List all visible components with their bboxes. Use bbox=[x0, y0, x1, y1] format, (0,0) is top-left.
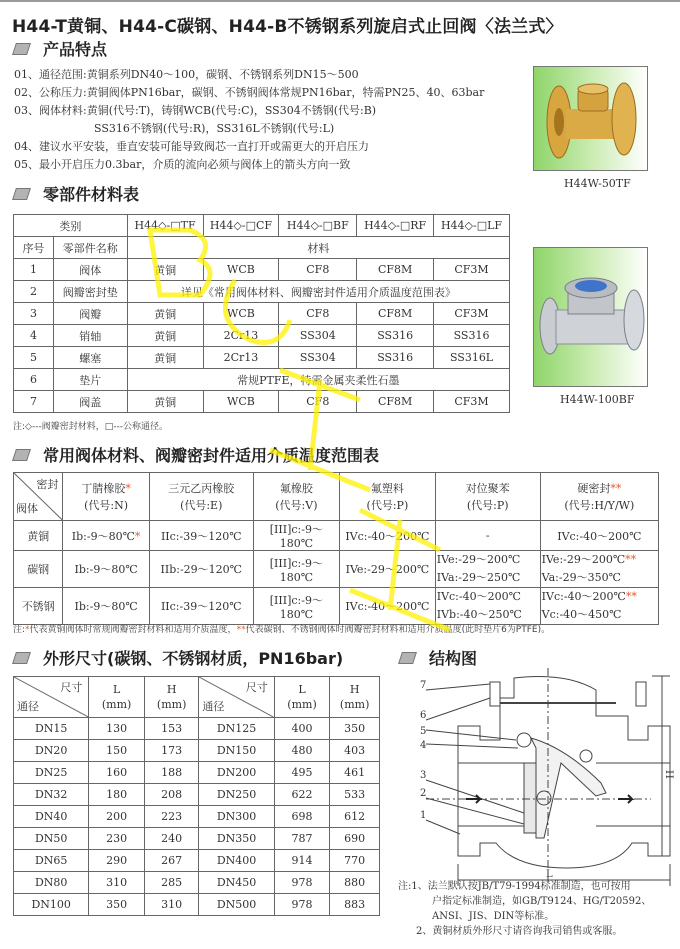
features-list bbox=[14, 66, 484, 174]
asterisk-mark: ** bbox=[610, 481, 622, 495]
corner-top-label: 尺寸 bbox=[60, 681, 83, 694]
section-temperature-heading bbox=[14, 443, 379, 466]
material-cell: CF8 bbox=[279, 303, 357, 325]
table-row bbox=[14, 588, 659, 625]
temp-value: IVe:-29～200℃ bbox=[541, 553, 626, 566]
asterisk-mark: ** bbox=[625, 553, 637, 566]
table-row bbox=[14, 740, 380, 762]
temp-cell bbox=[540, 551, 658, 588]
flow-arrow-icon bbox=[618, 795, 632, 803]
row-no: 4 bbox=[14, 325, 54, 347]
note-line: 注:1、法兰默认按JB/T79-1994标准制造，也可按用 bbox=[398, 881, 631, 892]
model-header: H44◇-□RF bbox=[357, 215, 434, 237]
dn-cell: DN350 bbox=[199, 828, 274, 850]
section-title: 产品特点 bbox=[43, 40, 108, 59]
dn-cell: DN40 bbox=[14, 806, 89, 828]
material-cell: SS304 bbox=[279, 347, 357, 369]
note-text: 代表黄铜阀体时常规阀瓣密封材料和适用介质温度， bbox=[29, 625, 237, 635]
col-unit: (mm) bbox=[156, 698, 187, 711]
temp-cell: Ib:-9～80℃ bbox=[63, 588, 149, 625]
col-L-header bbox=[274, 677, 330, 718]
L-cell: 290 bbox=[89, 850, 145, 872]
material-span-cell: 常规PTFE，特需金属夹柔性石墨 bbox=[127, 369, 509, 391]
material-cell: 黄铜 bbox=[127, 325, 203, 347]
dn-cell: DN250 bbox=[199, 784, 274, 806]
L-cell: 200 bbox=[89, 806, 145, 828]
L-cell: 787 bbox=[274, 828, 330, 850]
note-text: 代表碳钢、不锈钢阀体时阀瓣密封材料和适用介质温度(此时垫片6为PTFE)。 bbox=[245, 625, 551, 635]
L-cell: 400 bbox=[274, 718, 330, 740]
dn-cell: DN200 bbox=[199, 762, 274, 784]
part-name: 阀瓣 bbox=[53, 303, 127, 325]
corner-bottom-label: 阀体 bbox=[16, 502, 38, 515]
dimension-H-label: H bbox=[663, 770, 674, 779]
model-header: H44◇-□BF bbox=[279, 215, 357, 237]
parts-material-table bbox=[13, 214, 510, 413]
note-line: 户指定标准制造，如GB/T9124、HG/T20592、 bbox=[432, 896, 652, 907]
photo-caption: H44W-50TF bbox=[564, 177, 631, 190]
corner-header bbox=[199, 677, 274, 718]
seal-code: (代号:V) bbox=[275, 498, 318, 512]
material-cell: 2Cr13 bbox=[203, 347, 279, 369]
part-name: 阀体 bbox=[53, 259, 127, 281]
col-H-header bbox=[330, 677, 380, 718]
material-cell: CF3M bbox=[434, 391, 510, 413]
row-no: 7 bbox=[14, 391, 54, 413]
col-H-header bbox=[144, 677, 199, 718]
material-span-cell: 详见《常用阀体材料、阀瓣密封件适用介质温度范围表》 bbox=[127, 281, 509, 303]
H-cell: 770 bbox=[330, 850, 380, 872]
temp-cell: IVc:-40～200℃ bbox=[340, 521, 436, 551]
section-bullet-icon bbox=[12, 652, 31, 664]
section-title: 外形尺寸(碳钢、不锈钢材质，PN16bar) bbox=[43, 649, 344, 668]
part-name: 销轴 bbox=[53, 325, 127, 347]
table-row bbox=[14, 762, 380, 784]
part-label: 4 bbox=[420, 740, 427, 751]
parts-table-note: 注:◇---阀瓣密封材料，□---公称通径。 bbox=[13, 422, 168, 432]
H-cell: 223 bbox=[144, 806, 199, 828]
L-cell: 310 bbox=[89, 872, 145, 894]
table-row bbox=[14, 551, 659, 588]
row-no: 6 bbox=[14, 369, 54, 391]
temp-cell: IIc:-39～120℃ bbox=[149, 521, 253, 551]
seal-header bbox=[253, 473, 339, 521]
temp-cell: IIb:-29～120℃ bbox=[149, 551, 253, 588]
H-cell: 403 bbox=[330, 740, 380, 762]
L-cell: 230 bbox=[89, 828, 145, 850]
dn-cell: DN20 bbox=[14, 740, 89, 762]
H-cell: 883 bbox=[330, 894, 380, 916]
temp-value: Vc:-40～450℃ bbox=[541, 608, 622, 621]
col-name-header: 零部件名称 bbox=[53, 237, 127, 259]
section-structure-heading bbox=[400, 646, 477, 669]
temp-cell: IIc:-39～120℃ bbox=[149, 588, 253, 625]
temperature-table-note bbox=[13, 622, 550, 635]
table-row bbox=[14, 828, 380, 850]
L-cell: 180 bbox=[89, 784, 145, 806]
section-bullet-icon bbox=[398, 652, 417, 664]
dn-cell: DN32 bbox=[14, 784, 89, 806]
section-title: 零部件材料表 bbox=[43, 185, 140, 204]
seal-name: 硬密封 bbox=[577, 481, 611, 495]
section-bullet-icon bbox=[12, 188, 31, 200]
corner-header bbox=[14, 473, 63, 521]
H-cell: 267 bbox=[144, 850, 199, 872]
table-row bbox=[14, 369, 510, 391]
H-cell: 461 bbox=[330, 762, 380, 784]
dn-cell: DN450 bbox=[199, 872, 274, 894]
H-cell: 690 bbox=[330, 828, 380, 850]
col-material-header: 材料 bbox=[127, 237, 509, 259]
H-cell: 612 bbox=[330, 806, 380, 828]
part-label: 1 bbox=[420, 810, 427, 821]
H-cell: 153 bbox=[144, 718, 199, 740]
section-title: 常用阀体材料、阀瓣密封件适用介质温度范围表 bbox=[43, 446, 380, 465]
table-row bbox=[14, 521, 659, 551]
material-cell: 黄铜 bbox=[127, 303, 203, 325]
L-cell: 480 bbox=[274, 740, 330, 762]
seal-header bbox=[435, 473, 540, 521]
H-cell: 188 bbox=[144, 762, 199, 784]
L-cell: 914 bbox=[274, 850, 330, 872]
part-label: 7 bbox=[420, 680, 427, 691]
seal-name: 丁腈橡胶 bbox=[81, 481, 126, 495]
dn-cell: DN80 bbox=[14, 872, 89, 894]
model-header: H44◇-□CF bbox=[203, 215, 279, 237]
temp-cell: IVc:-40～200℃ bbox=[340, 588, 436, 625]
temp-cell: [III]c:-9～180℃ bbox=[253, 551, 339, 588]
temp-value: IVa:-29～250℃ bbox=[436, 571, 521, 584]
seal-header bbox=[340, 473, 436, 521]
temp-cell: [III]c:-9～180℃ bbox=[253, 588, 339, 625]
material-cell: 黄铜 bbox=[127, 391, 203, 413]
col-unit: (mm) bbox=[287, 698, 317, 711]
dn-cell: DN15 bbox=[14, 718, 89, 740]
body-material: 黄铜 bbox=[14, 521, 63, 551]
model-header: H44◇-□LF bbox=[434, 215, 510, 237]
temp-value: IVc:-40～200℃ bbox=[541, 590, 626, 603]
temp-cell bbox=[63, 521, 149, 551]
feature-item: 01、通径范围:黄铜系列DN40～100，碳钢、不锈钢系列DN15～500 bbox=[14, 68, 359, 81]
dn-cell: DN300 bbox=[199, 806, 274, 828]
dn-cell: DN400 bbox=[199, 850, 274, 872]
seal-code: (代号:N) bbox=[84, 498, 129, 512]
material-cell: CF8M bbox=[357, 259, 434, 281]
part-name: 垫片 bbox=[53, 369, 127, 391]
asterisk-mark: * bbox=[25, 625, 30, 635]
section-features-heading bbox=[14, 37, 107, 60]
feature-item: SS316不锈钢(代号:R)，SS316L不锈钢(代号:L) bbox=[94, 122, 335, 135]
col-no-header: 序号 bbox=[14, 237, 54, 259]
H-cell: 285 bbox=[144, 872, 199, 894]
seal-name: 氟橡胶 bbox=[279, 481, 313, 495]
photo-caption: H44W-100BF bbox=[560, 393, 635, 406]
row-no: 2 bbox=[14, 281, 54, 303]
col-label: L bbox=[112, 683, 121, 696]
L-cell: 160 bbox=[89, 762, 145, 784]
material-cell: SS316 bbox=[357, 325, 434, 347]
part-label: 6 bbox=[420, 710, 427, 721]
L-cell: 130 bbox=[89, 718, 145, 740]
seal-code: (代号:P) bbox=[466, 498, 509, 512]
corner-header bbox=[14, 677, 89, 718]
temp-cell: [III]c:-9～180℃ bbox=[253, 521, 339, 551]
dn-cell: DN500 bbox=[199, 894, 274, 916]
feature-item: 02、公称压力:黄铜阀体PN16bar，碳钢、不锈钢阀体常规PN16bar，特需PN25、40、63bar bbox=[14, 86, 485, 99]
table-row bbox=[14, 872, 380, 894]
L-cell: 150 bbox=[89, 740, 145, 762]
body-material: 碳钢 bbox=[14, 551, 63, 588]
feature-item: 05、最小开启压力0.3bar，介质的流向必须与阀体上的箭头方向一致 bbox=[14, 158, 351, 171]
H-cell: 173 bbox=[144, 740, 199, 762]
seal-header bbox=[63, 473, 149, 521]
part-name: 阀盖 bbox=[53, 391, 127, 413]
row-no: 3 bbox=[14, 303, 54, 325]
product-photo-brass bbox=[533, 66, 648, 171]
material-cell: WCB bbox=[203, 259, 279, 281]
material-cell: WCB bbox=[203, 303, 279, 325]
table-row bbox=[14, 347, 510, 369]
drawing-notes bbox=[398, 879, 651, 939]
temp-value: IVb:-40～250℃ bbox=[436, 608, 522, 621]
dn-cell: DN150 bbox=[199, 740, 274, 762]
feature-item: 04、建议水平安装，垂直安装可能导致阀芯一直打开或需更大的开启压力 bbox=[14, 140, 369, 153]
temp-cell bbox=[435, 551, 540, 588]
temp-value: IVe:-29～200℃ bbox=[436, 553, 521, 566]
brass-valve-icon bbox=[534, 67, 648, 171]
col-label: L bbox=[298, 683, 306, 696]
top-divider bbox=[0, 0, 680, 2]
section-parts-heading bbox=[14, 182, 139, 205]
material-cell: CF8M bbox=[357, 303, 434, 325]
temperature-range-table bbox=[13, 472, 659, 625]
dn-cell: DN25 bbox=[14, 762, 89, 784]
part-name: 阀瓣密封垫 bbox=[53, 281, 127, 303]
corner-top-label: 密封 bbox=[36, 478, 59, 491]
L-cell: 698 bbox=[274, 806, 330, 828]
material-cell: 黄铜 bbox=[127, 347, 203, 369]
product-photo-steel bbox=[533, 247, 648, 387]
material-cell: SS316 bbox=[357, 347, 434, 369]
section-dimensions-heading bbox=[14, 646, 343, 669]
dimensions-table bbox=[13, 676, 380, 916]
table-row bbox=[14, 850, 380, 872]
part-label: 2 bbox=[420, 788, 427, 799]
note-line: 2、黄铜材质外形尺寸请咨询我司销售或客服。 bbox=[416, 926, 623, 937]
asterisk-mark: ** bbox=[625, 590, 637, 603]
L-cell: 350 bbox=[89, 894, 145, 916]
temp-cell bbox=[435, 588, 540, 625]
material-cell: SS316 bbox=[434, 325, 510, 347]
steel-valve-icon bbox=[534, 248, 648, 387]
seal-name: 三元乙丙橡胶 bbox=[168, 481, 235, 495]
L-cell: 622 bbox=[274, 784, 330, 806]
material-cell: SS316L bbox=[434, 347, 510, 369]
temp-value: IVc:-40～200℃ bbox=[436, 590, 521, 603]
H-cell: 533 bbox=[330, 784, 380, 806]
section-bullet-icon bbox=[12, 449, 31, 461]
seal-header bbox=[540, 473, 658, 521]
L-cell: 495 bbox=[274, 762, 330, 784]
material-cell: 黄铜 bbox=[127, 259, 203, 281]
material-cell: CF3M bbox=[434, 303, 510, 325]
category-label: 类别 bbox=[14, 215, 128, 237]
feature-item: 03、阀体材料:黄铜(代号:T)，铸钢WCB(代号:C)，SS304不锈钢(代号:B) bbox=[14, 104, 377, 117]
col-label: H bbox=[166, 683, 177, 696]
corner-bottom-label: 通径 bbox=[202, 700, 225, 713]
table-row bbox=[14, 894, 380, 916]
seal-name: 对位聚苯 bbox=[465, 481, 510, 495]
col-label: H bbox=[349, 683, 360, 696]
row-no: 1 bbox=[14, 259, 54, 281]
note-prefix: 注: bbox=[13, 625, 26, 635]
table-row bbox=[14, 281, 510, 303]
material-cell: CF8 bbox=[279, 391, 357, 413]
seal-name: 氟塑料 bbox=[370, 481, 404, 495]
row-no: 5 bbox=[14, 347, 54, 369]
table-row bbox=[14, 303, 510, 325]
valve-structure-drawing bbox=[396, 668, 680, 888]
dn-cell: DN125 bbox=[199, 718, 274, 740]
H-cell: 240 bbox=[144, 828, 199, 850]
asterisk-mark: * bbox=[125, 481, 131, 495]
part-label: 5 bbox=[420, 726, 427, 737]
material-cell: WCB bbox=[203, 391, 279, 413]
col-unit: (mm) bbox=[101, 698, 132, 711]
material-cell: SS304 bbox=[279, 325, 357, 347]
L-cell: 978 bbox=[274, 894, 330, 916]
H-cell: 310 bbox=[144, 894, 199, 916]
seal-code: (代号:H/Y/W) bbox=[564, 498, 635, 512]
model-header: H44◇-□TF bbox=[127, 215, 203, 237]
temp-cell: IVe:-29～200℃ bbox=[340, 551, 436, 588]
temp-value: Ib:-9～80℃ bbox=[71, 529, 135, 543]
section-bullet-icon bbox=[12, 43, 31, 55]
H-cell: 350 bbox=[330, 718, 380, 740]
dimension-L-label: L bbox=[546, 869, 553, 880]
temp-cell: Ib:-9～80℃ bbox=[63, 551, 149, 588]
dn-cell: DN100 bbox=[14, 894, 89, 916]
corner-bottom-label: 通径 bbox=[17, 700, 39, 713]
table-row bbox=[14, 325, 510, 347]
part-name: 螺塞 bbox=[53, 347, 127, 369]
table-row bbox=[14, 784, 380, 806]
material-cell: 2Cr13 bbox=[203, 325, 279, 347]
asterisk-mark: * bbox=[134, 529, 141, 543]
temp-value: Va:-29～350℃ bbox=[541, 571, 621, 584]
table-row bbox=[14, 259, 510, 281]
temp-cell: IVc:-40～200℃ bbox=[540, 521, 658, 551]
col-L-header bbox=[89, 677, 145, 718]
part-label: 3 bbox=[420, 770, 427, 781]
material-cell: CF3M bbox=[434, 259, 510, 281]
corner-top-label: 尺寸 bbox=[245, 681, 268, 694]
dn-cell: DN50 bbox=[14, 828, 89, 850]
body-material: 不锈钢 bbox=[14, 588, 63, 625]
material-cell: CF8 bbox=[279, 259, 357, 281]
H-cell: 208 bbox=[144, 784, 199, 806]
seal-header bbox=[149, 473, 253, 521]
L-cell: 978 bbox=[274, 872, 330, 894]
table-row bbox=[14, 806, 380, 828]
page-title: H44-T黄铜、H44-C碳钢、H44-B不锈钢系列旋启式止回阀〈法兰式〉 bbox=[12, 17, 563, 37]
temp-cell: - bbox=[435, 521, 540, 551]
material-cell: CF8M bbox=[357, 391, 434, 413]
seal-code: (代号:E) bbox=[180, 498, 223, 512]
seal-code: (代号:P) bbox=[366, 498, 409, 512]
section-title: 结构图 bbox=[429, 649, 478, 668]
temp-cell bbox=[540, 588, 658, 625]
H-cell: 880 bbox=[330, 872, 380, 894]
col-unit: (mm) bbox=[339, 698, 370, 711]
table-row bbox=[14, 718, 380, 740]
asterisk-mark: ** bbox=[236, 625, 246, 635]
note-line: ANSI、JIS、DIN等标准。 bbox=[432, 911, 555, 922]
dn-cell: DN65 bbox=[14, 850, 89, 872]
table-row bbox=[14, 391, 510, 413]
